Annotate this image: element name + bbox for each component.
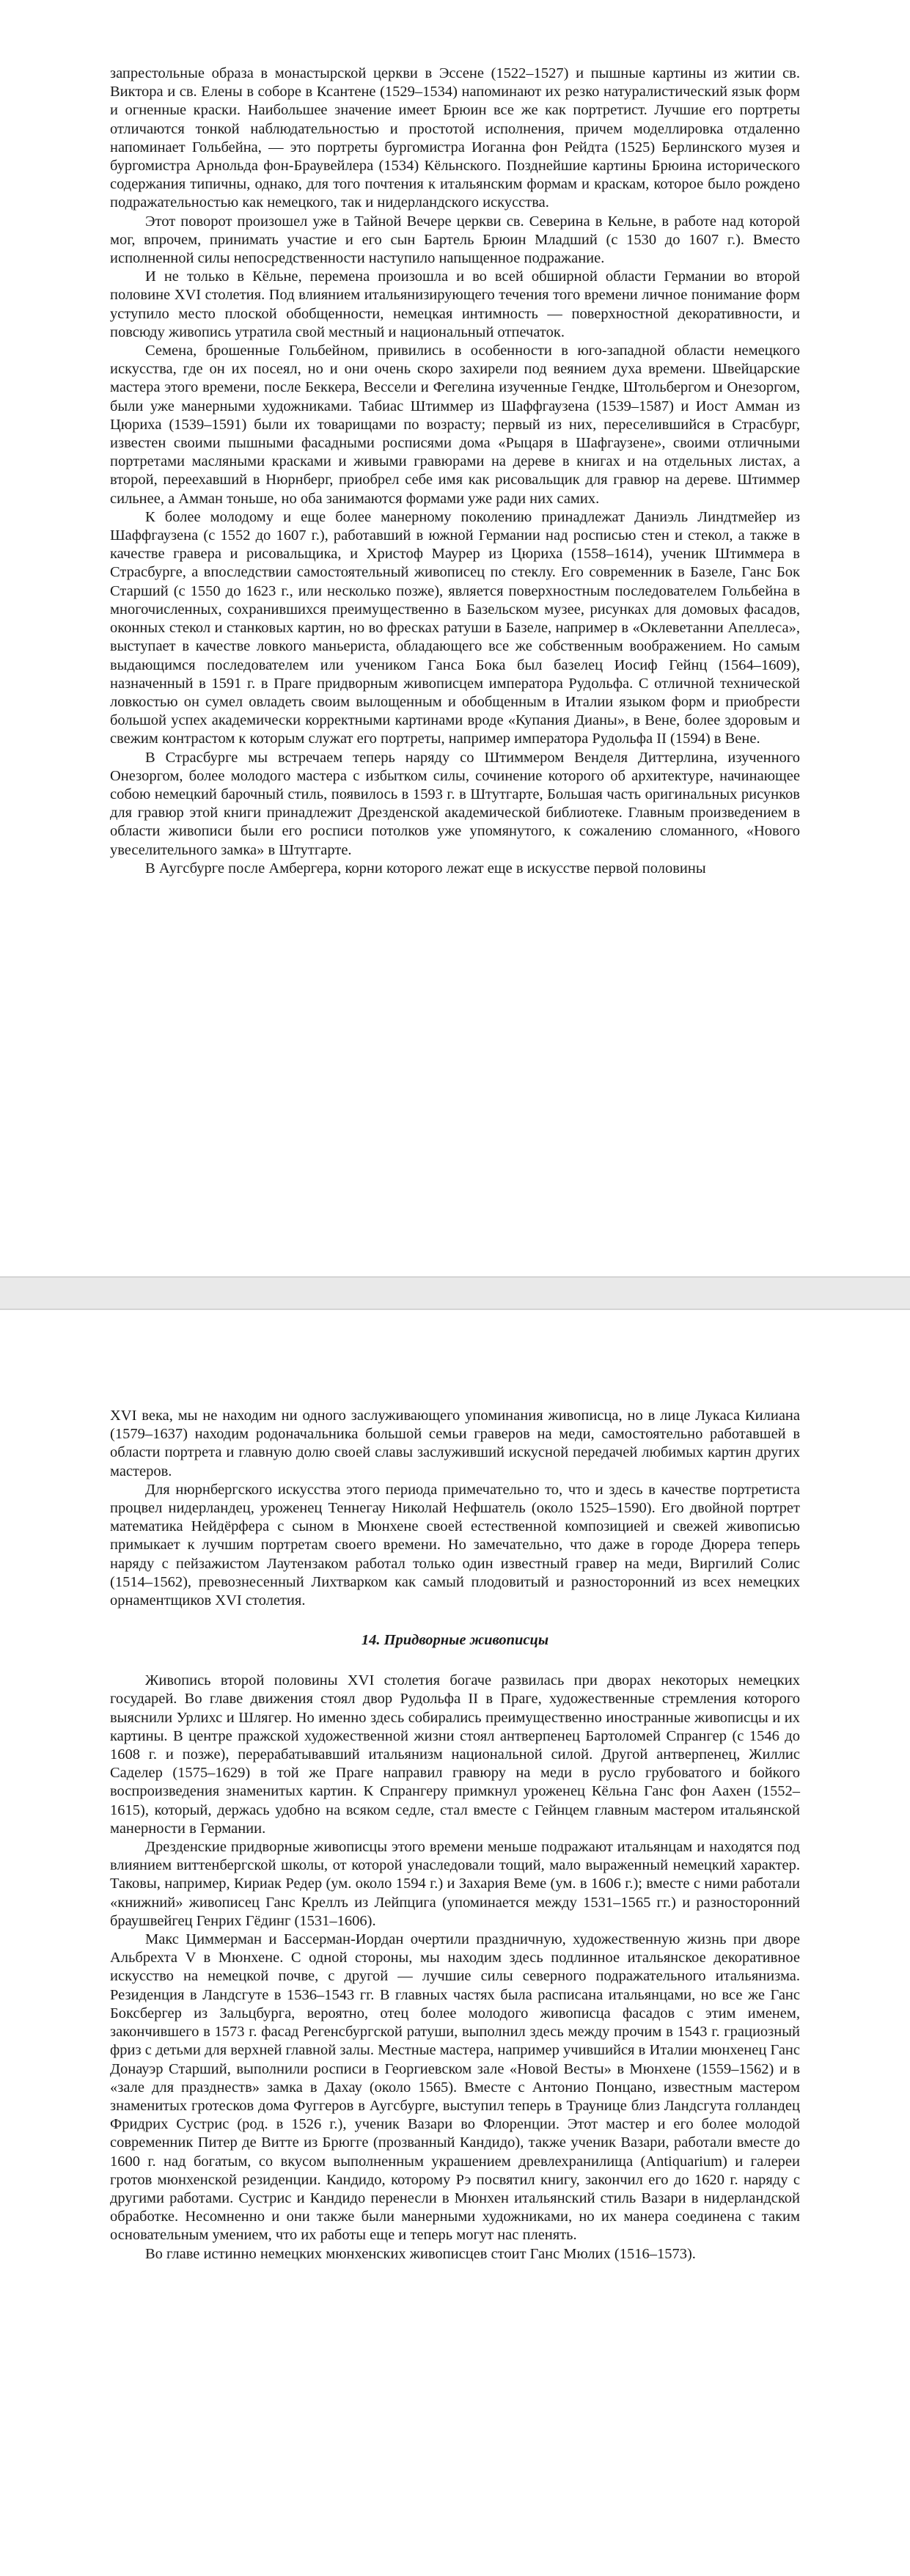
page-bottom-text <box>110 1407 800 2264</box>
paragraph: XVI века, мы не находим ни одного заслуживающего упоминания живописца, но в лице Лукаса Килиана (1579–1637) находим родоначальника большой семьи граверов на меди, самостоятельно работавшей в области портрета и главную долю своей славы заслуживший искусной передачей любимых картин других мастеров. <box>110 1408 800 1479</box>
paragraph: В Аугсбурге после Амбергера, корни которого лежат еще в искусстве первой половины <box>145 860 706 877</box>
paragraph: Живопись второй половины XVI столетия богаче развилась при дворах некоторых немецких государей. Во главе движения стоял двор Рудольфа II в Праге, художественные стремления которого выяснили Урлихс и Шлягер. Но именно здесь собирались преимущественно иностранные живописцы и их картины. В центре пражской художественной жизни стоял антверпенец Бартоломей Спрангер (с 1546 до 1608 г. и позже), перерабатывавший итальянизм национальной силой. Другой антверпенец, Жиллис Саделер (1575–1629) в той же Праге направил гравюру на меди в русло грубоватого и бойкого воспроизведения знаменитых картин. К Спрангеру примкнул уроженец Кёльна Ганс фон Аахен (1552–1615), который, держась удобно на всяком седле, стал вместе с Гейнцем главным мастером итальянской манерности в Германии. <box>110 1672 800 1837</box>
page-top <box>0 0 910 1276</box>
paragraph: И не только в Кёльне, перемена произошла и во всей обширной области Германии во второй половине XVI столетия. Под влиянием итальянизирующего течения того времени личное понимание форм уступило место плоской обобщенности, немецкая интимность — поверхностной декоративности, и повсюду живопись утратила свой местный и национальный отпечаток. <box>110 268 800 340</box>
paragraph: Дрезденские придворные живописцы этого времени меньше подражают итальянцам и находятся под влиянием виттенбергской школы, от которой унаследовали тощий, мало выраженный немецкий характер. Таковы, например, Кириак Редер (ум. около 1594 г.) и Захария Веме (ум. в 1606 г.); вместе с ними работали «книжний» живописец Ганс Креллъ из Лейпцига (упоминается между 1531–1565 гг.) и разносторонний браушвейгец Генрих Гёдинг (1531–1606). <box>110 1839 800 1929</box>
section-heading: 14. Придворные живописцы <box>361 1632 549 1649</box>
paragraph: Для нюрнбергского искусства этого периода примечательно то, что и здесь в качестве портретиста процвел нидерландец, уроженец Теннегау Николай Нефшатель (около 1525–1590). Его двойной портрет математика Нейдёрфера с сыном в Мюнхене своей естественной композицией и свежей живописью примыкает к лучшим портретам своего времени. Но замечательно, что даже в городе Дюрера теперь наряду с пейзажистом Лаутензаком работал только один известный гравер на меди, Виргилий Солис (1514–1562), превознесенный Лихтварком как самый плодовитый и разносторонний из всех немецких орнаментщиков XVI столетия. <box>110 1481 800 1609</box>
page-top-text <box>110 65 800 878</box>
paragraph: Семена, брошенные Гольбейном, привились в особенности в юго-западной области немецкого искусства, где он их посеял, но и они очень скоро захирели под веянием духа времени. Швейцарские мастера этого времени, после Беккера, Вессели и Фегелина изученные Гендке, Штольбергом и Онезоргом, были уже манерными художниками. Табиас Штиммер из Шаффгаузена (1539–1587) и Иост Амман из Цюриха (1539–1591) были их товарищами по возрасту; первый из них, переселившийся в Страсбург, известен своими пышными фасадными росписями дома «Рыцаря в Шафгаузене», своими отличными портретами масляными красками и живыми гравюрами на дереве в книгах и на отдельных листах, а второй, переехавший в Нюрнберг, приобрел себе имя как рисовальщик для гравюр на дереве. Штиммер сильнее, а Амман тоньше, но оба занимаются формами уже ради них самих. <box>110 343 800 507</box>
paragraph: К более молодому и еще более манерному поколению принадлежат Даниэль Линдтмейер из Шаффгаузена (с 1552 до 1607 г.), работавший в южной Германии над росписью стен и стекол, а также в качестве гравера и рисовальщика, и Христоф Маурер из Цюриха (1558–1614), ученик Штиммера в Страсбурге, а впоследствии самостоятельный живописец по стеклу. Его современник в Базеле, Ганс Бок Старший (с 1550 до 1623 г., или несколько позже), является поверхностным последователем Гольбейна в многочисленных, сохранившихся преимущественно в Базельском музее, рисунках для домовых фасадов, оконных стекол и станковых картин, но во фресках ратуши в Базеле, например в «Оклеветанни Апеллеса», выступает в качестве ловкого маньериста, обладающего все же собственным воображением. Но самым выдающимся последователем или учеником Ганса Бока был базелец Иосиф Гейнц (1564–1609), назначенный в 1591 г. в Праге придворным живописцем императора Рудольфа. С отличной технической ловкостью он сумел овладеть своим вылощенным и обобщенным в Италии языком форм и приобрести большой успех академически корректными картинами вроде «Купания Дианы», в Вене, более здоровым и свежим контрастом к которым служат его портреты, например императора Рудольфа II (1594) в Вене. <box>110 508 800 747</box>
paragraph: Во главе истинно немецких мюнхенских живописцев стоит Ганс Мюлих (1516–1573). <box>145 2245 696 2262</box>
page-bottom <box>0 1310 910 2576</box>
paragraph: запрестольные образа в монастырской церкви в Эссене (1522–1527) и пышные картины из житии св. Виктора и св. Елены в соборе в Ксантене (1529–1534) напоминают их резко натуралистический язык форм и огненные краски. Наибольшее значение имеет Брюин все же как портретист. Лучшие его портреты отличаются тонкой наблюдательностью и простотой исполнения, причем моделлировка отдаленно напоминает Гольбейна, — это портреты бургомистра Иоганна фон Рейдта (1525) Берлинского музея и бургомистра Арнольда фон-Браувейлера (1534) Кёльнского. Позднейшие картины Брюина исторического содержания типичны, однако, для того почтения к итальянским формам и краскам, которое было рождено подражательностью как немецкого, так и нидерландского искусства. <box>110 65 800 211</box>
page-separator <box>0 1276 910 1310</box>
paragraph: В Страсбурге мы встречаем теперь наряду со Штиммером Венделя Диттерлина, изученного Онезоргом, более молодого мастера с избытком силы, сочинение которого об архитектуре, начинающее собою немецкий барочный стиль, появилось в 1593 г. в Штутгарте, Большая часть оригинальных рисунков для гравюр этой книги принадлежит Дрезденской академической библиотеке. Главным произведением в области живописи были его росписи потолков уже упомянутого, к сожалению сломанного, «Нового увеселительного замка» в Штутгарте. <box>110 749 800 858</box>
paragraph: Этот поворот произошел уже в Тайной Вечере церкви св. Северина в Кельне, в работе над которой мог, впрочем, принимать участие и его сын Бартель Брюин Младший (с 1530 до 1607 г.). Вместо исполненной силы непосредственности наступило напыщенное подражание. <box>110 213 800 267</box>
paragraph: Макс Циммерман и Бассерман-Иордан очертили праздничную, художественную жизнь при дворе Альбрехта V в Мюнхене. С одной стороны, мы находим здесь подлинное итальянское декоративное искусство на немецкой почве, с другой — лучшие силы северного подражательного итальянизма. Резиденция в Ландсгуте в 1536–1543 гг. В главных частях была расписана итальянцами, но все же Ганс Боксбергер из Зальцбурга, вероятно, отец более молодого живописца фасадов с этим именем, закончившего в 1573 г. фасад Регенсбургской ратуши, выполнил здесь между прочим в 1543 г. грациозный фриз с детьми для верхней главной залы. Местные мастера, например учившийся в Италии мюнхенец Ганс Донауэр Старший, выполнили росписи в Георгиевском зале «Новой Весты» в Мюнхене (1559–1562) и в «зале для празднеств» замка в Дахау (около 1565). Вместе с Антонио Понцано, известным мастером знаменитых гротесков дома Фуггеров в Аугсбурге, выступил теперь в Траунице близ Ландсгута голландец Фридрих Сустрис (род. в 1526 г.), ученик Вазари во Флоренции. Этот мастер и его более молодой современник Питер де Витте из Брюгге (прозванный Кандидо), также ученик Вазари, работали вместе до 1600 г. над богатым, со вкусом выполненным украшением древлехранилища (Antiquarium) и галереи гротов мюнхенской резиденции. Кандидо, которому Рэ посвятил книгу, закончил его до 1620 г. наряду с другими работами. Сустрис и Кандидо перенесли в Мюнхен итальянский стиль Вазари в нидерландской обработке. Несомненно и они также были манерными художниками, но их манера соединена с таким основательным умением, что их работы еще и теперь могут нас пленять. <box>110 1931 800 2244</box>
